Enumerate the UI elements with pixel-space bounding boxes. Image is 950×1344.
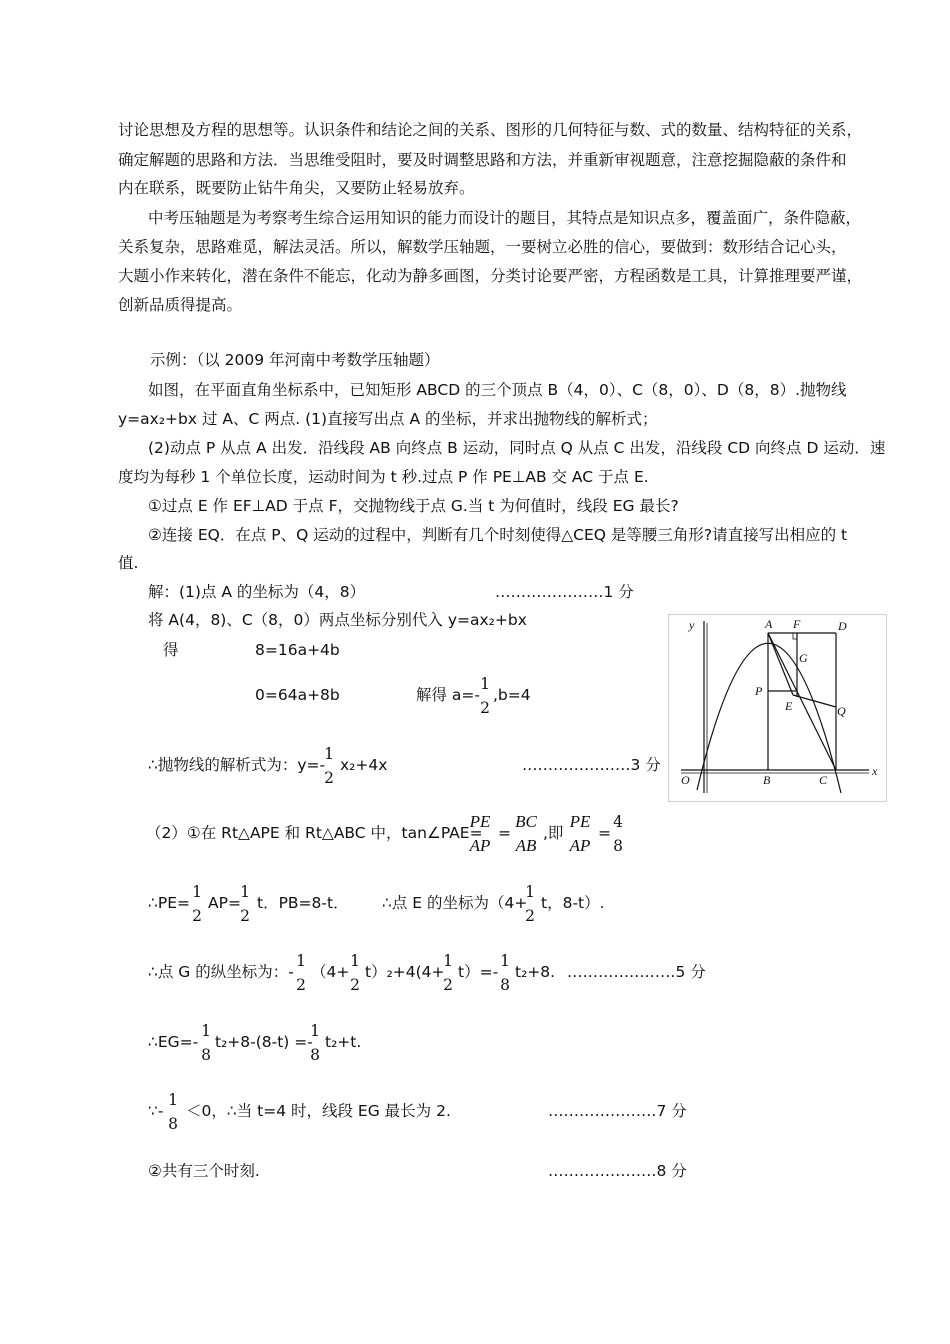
solve-prefix: 解得 a=- [416,686,481,704]
g-part-c: t）₂+4(4+ [365,963,445,981]
denominator: 8 [168,1115,178,1133]
problem-question-2: ②连接 EQ．在点 P、Q 运动的过程中，判断有几个时刻使得△CEQ 是等腰三角形?请直接写出相应的 t [148,526,848,544]
score-5: …………………5 分 [567,963,706,981]
equals-sign-2: = [598,824,611,842]
score-1: …………………1 分 [495,583,634,601]
fraction-eighth-g [498,952,512,994]
g-part-b: （4+ [311,963,350,981]
pe-prefix: ∴PE= [148,894,190,912]
intro-line-1: 讨论思想及方程的思想等。认识条件和结论之间的关系、图形的几何特征与数、式的数量、结构特征的关系， [118,121,863,139]
numerator: 1 [500,952,510,970]
geometry-figure [668,614,887,802]
problem-line-4: 度均为每秒 1 个单位长度，运动时间为 t 秒.过点 P 作 PE⊥AB 交 AC 于点 E. [118,468,649,486]
de-label: 得 [163,641,179,659]
problem-line-1: 如图，在平面直角坐标系中，已知矩形 ABCD 的三个顶点 B（4，0）、C（8，0）、D（8，8）.抛物线 [148,381,847,399]
fraction-half-g3 [441,952,455,994]
fraction-pe-ap [466,813,494,855]
equals-sign: = [498,824,511,842]
numerator: 1 [168,1091,178,1109]
numerator: 1 [310,1022,320,1040]
denominator: AP [569,836,591,855]
parabola-suffix: x₂+4x [340,756,388,774]
denominator: AB [515,836,537,855]
denominator: 2 [443,976,453,994]
e-coord-suffix: t，8-t）. [541,894,605,912]
fraction-half-a [478,675,492,717]
pe-suffix: t．PB=8-t． [257,894,349,912]
fraction-eighth-eg2 [308,1022,322,1064]
denominator: 8 [500,976,510,994]
denominator: 2 [296,976,306,994]
label-Q: Q [837,704,846,718]
fraction-4-8 [611,813,625,855]
label-G: G [799,651,808,665]
solution-step-2: 将 A(4，8)、C（8，0）两点坐标分别代入 y=ax₂+bx [148,611,527,629]
numerator: 1 [296,952,306,970]
eg-suffix: t₂+t. [325,1033,362,1051]
numerator: 1 [201,1022,211,1040]
parabola-prefix: ∴抛物线的解析式为：y=- [148,756,326,774]
para2-line-3: 大题小作来转化，潜在条件不能忘，化动为静多画图，分类讨论要严密，方程函数是工具，计算推理要严谨， [118,267,863,285]
para2-line-2: 关系复杂，思路难觅，解法灵活。所以，解数学压轴题，一要树立必胜的信心，要做到：数形结合记心头， [118,238,847,256]
fraction-pe-ap-2 [566,813,594,855]
denominator: 2 [350,976,360,994]
numerator: 1 [240,883,250,901]
numerator: BC [515,812,537,831]
numerator: 1 [525,883,535,901]
denominator: 8 [310,1046,320,1064]
problem-question-2-end: 值. [118,554,139,572]
pe-mid: AP= [208,894,241,912]
solution-step-1: 解：(1)点 A 的坐标为（4，8） [148,583,366,601]
label-x: x [872,764,878,778]
tan-prefix: （2）①在 Rt△APE 和 Rt△ABC 中，tan∠PAE= [146,824,483,842]
fraction-half-g1 [294,952,308,994]
denominator: 2 [240,907,250,925]
score-3: …………………3 分 [522,756,661,774]
fraction-half-e [523,883,537,925]
g-prefix: ∴点 G 的纵坐标为：- [148,963,294,981]
max-prefix: ∵- [148,1102,164,1120]
numerator: PE [469,812,491,831]
score-8: …………………8 分 [548,1162,687,1180]
three-moments: ②共有三个时刻. [148,1162,260,1180]
problem-question-1: ①过点 E 作 EF⊥AD 于点 F，交抛物线于点 G.当 t 为何值时，线段 EG 最长? [148,497,679,515]
g-part-e: t₂+8. [515,963,556,981]
denominator: 2 [480,699,490,717]
problem-line-3: (2)动点 P 从点 A 出发．沿线段 AB 向终点 B 运动，同时点 Q 从点 C 出发，沿线段 CD 向终点 D 运动．速 [148,439,886,457]
label-B: B [763,773,771,787]
fraction-half-ap [238,883,252,925]
fraction-eighth-max [166,1091,180,1133]
g-part-d: t）=- [458,963,499,981]
label-O: O [681,773,690,787]
equation-2: 0=64a+8b [255,686,340,704]
equation-1: 8=16a+4b [255,641,340,659]
figure-svg [669,615,886,801]
denominator: 8 [613,837,623,855]
label-y: y [689,618,695,632]
e-coord-prefix: ∴点 E 的坐标为（4+ [382,894,528,912]
fraction-half-g2 [348,952,362,994]
fraction-half-pe [190,883,204,925]
numerator: 1 [192,883,202,901]
label-C: C [819,773,828,787]
example-title: 示例：（以 2009 年河南中考数学压轴题） [150,351,440,369]
numerator: 1 [443,952,453,970]
label-A: A [765,617,773,631]
label-D: D [838,619,847,633]
numerator: 1 [350,952,360,970]
eg-mid: t₂+8-(8-t) =- [215,1033,313,1051]
problem-line-2: y=ax₂+bx 过 A、C 两点. (1)直接写出点 A 的坐标，并求出抛物线的解析式； [118,410,658,428]
label-P: P [755,684,763,698]
intro-line-2: 确定解题的思路和方法．当思维受阻时，要及时调整思路和方法，并重新审视题意，注意挖掘隐蔽的条件和 [118,151,847,169]
score-7: …………………7 分 [548,1102,687,1120]
eg-prefix: ∴EG=- [148,1033,199,1051]
fraction-bc-ab [512,813,540,855]
segment-AE [768,633,793,695]
para2-line-1: 中考压轴题是为考察考生综合运用知识的能力而设计的题目，其特点是知识点多，覆盖面广，条件隐蔽， [148,209,862,227]
denominator: AP [469,836,491,855]
label-F: F [793,617,801,631]
ji-text: ,即 [543,824,564,842]
numerator: PE [569,812,591,831]
label-E: E [785,699,793,713]
para2-line-4: 创新品质得提高。 [118,296,243,314]
intro-line-3: 内在联系，既要防止钻牛角尖，又要防止轻易放弃。 [118,179,475,197]
denominator: 2 [324,769,334,787]
fraction-eighth-eg1 [199,1022,213,1064]
fraction-half-parabola [322,745,336,787]
solve-suffix: ,b=4 [493,686,531,704]
denominator: 2 [525,907,535,925]
numerator: 1 [480,675,490,693]
numerator: 1 [324,745,334,763]
denominator: 8 [201,1046,211,1064]
denominator: 2 [192,907,202,925]
max-suffix: ＜0，∴当 t=4 时，线段 EG 最长为 2. [186,1102,451,1120]
numerator: 4 [613,813,623,831]
